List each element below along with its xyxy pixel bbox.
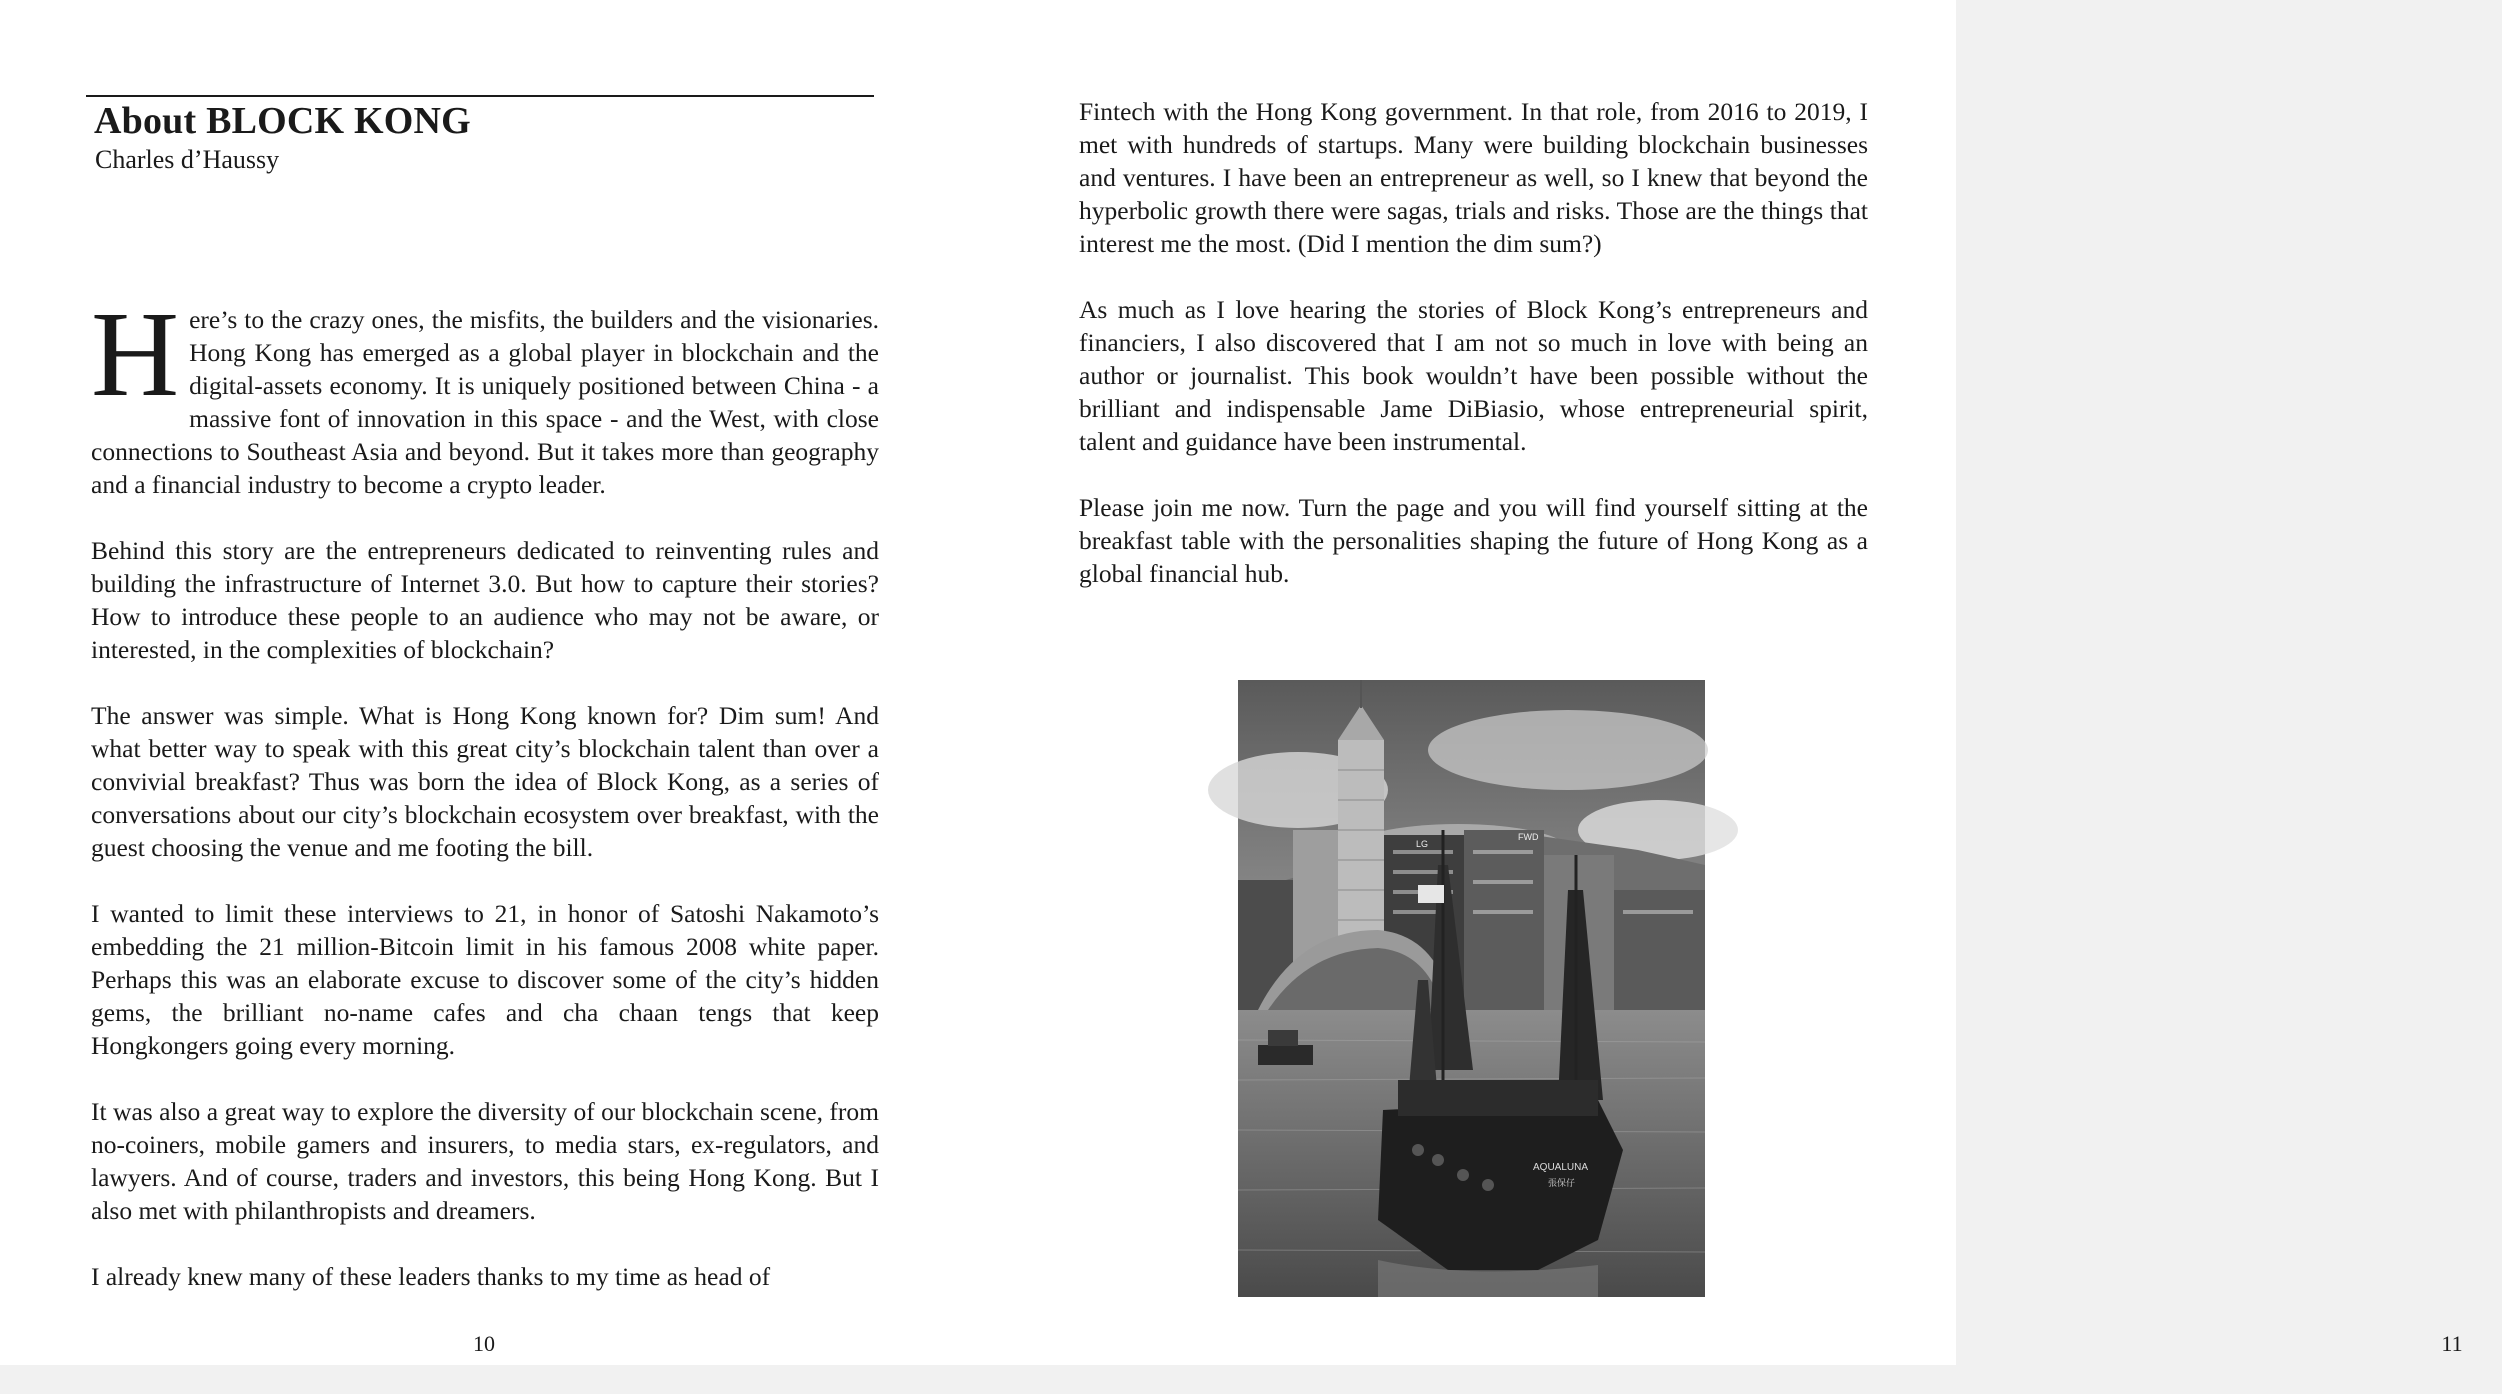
lg-sign: LG	[1416, 839, 1429, 849]
right-page	[978, 0, 2463, 1365]
photo-illustration	[1238, 680, 1705, 1297]
left-page	[0, 0, 978, 1365]
page-number: 11	[2441, 1331, 2463, 1356]
author-name: Charles d’Haussy	[95, 145, 280, 174]
paragraph: I already knew many of these leaders thanks to my time as head of	[91, 1262, 771, 1291]
fwd-sign: FWD	[1518, 832, 1539, 842]
paragraph: Behind this story are the entrepreneurs dedicated to reinventing rules and building the infrastructure of Internet 3.0. But how to capture their stories? How to introduce these people to an audience who may not be aware, or interested, in the complexities of blockchain?	[91, 536, 879, 664]
drop-cap: H	[91, 287, 180, 422]
paragraph: As much as I love hearing the stories of Block Kong’s entrepreneurs and financiers, I also discovered that I am not so much in love with being an author or journalist. This book wouldn’t have been possible without the brilliant and indispensable Jame DiBiasio, whose entrepreneurial spirit, talent and guidance have been instrumental.	[1079, 295, 1868, 456]
paragraph: The answer was simple. What is Hong Kong known for? Dim sum! And what better way to speak with this great city’s blockchain talent than over a convivial breakfast? Thus was born the idea of Block Kong, as a series of conversations about our city’s blockchain ecosystem over breakfast, with the guest choosing the venue and me footing the bill.	[91, 701, 879, 862]
boat-name: AQUALUNA	[1533, 1162, 1589, 1173]
right-body-text	[1079, 95, 1868, 623]
paragraph: I wanted to limit these interviews to 21, in honor of Satoshi Nakamoto’s embedding the 21 million-Bitcoin limit in his famous 2008 white paper. Perhaps this was an elaborate excuse to discover some of the city’s hidden gems, the brilliant no-name cafes and cha chaan tengs that keep Hongkongers going every morning.	[91, 899, 879, 1060]
left-body-text	[91, 287, 879, 1326]
chapter-title: About BLOCK KONG	[94, 100, 471, 142]
paragraph: It was also a great way to explore the diversity of our blockchain scene, from no-coiners, mobile gamers and insurers, to media stars, ex-regulators, and lawyers. And of course, traders and investors, this being Hong Kong. But I also met with philanthropists and dreamers.	[91, 1097, 879, 1225]
paragraph: Fintech with the Hong Kong government. In that role, from 2016 to 2019, I met with hundreds of startups. Many were building blockchain businesses and ventures. I have been an entrepreneur as well, so I knew that beyond the hyperbolic growth there were sagas, trials and risks. Those are the things that interest me the most. (Did I mention the dim sum?)	[1079, 97, 1868, 258]
page-number: 10	[473, 1331, 495, 1356]
hong-kong-harbour-photo	[1238, 680, 1705, 1297]
boat-chinese-name: 張保仔	[1548, 1179, 1576, 1189]
paragraph: Please join me now. Turn the page and you will find yourself sitting at the breakfast table with the personalities shaping the future of Hong Kong as a global financial hub.	[1079, 493, 1868, 588]
paragraph: Here’s to the crazy ones, the misfits, the builders and the visionaries. Hong Kong has emerged as a global player in blockchain and the digital-assets economy. It is uniquely positioned between China - a massive font of innovation in this space - and the West, with close connections to Southeast Asia and beyond. But it takes more than geography and a financial industry to become a crypto leader.	[91, 287, 879, 499]
